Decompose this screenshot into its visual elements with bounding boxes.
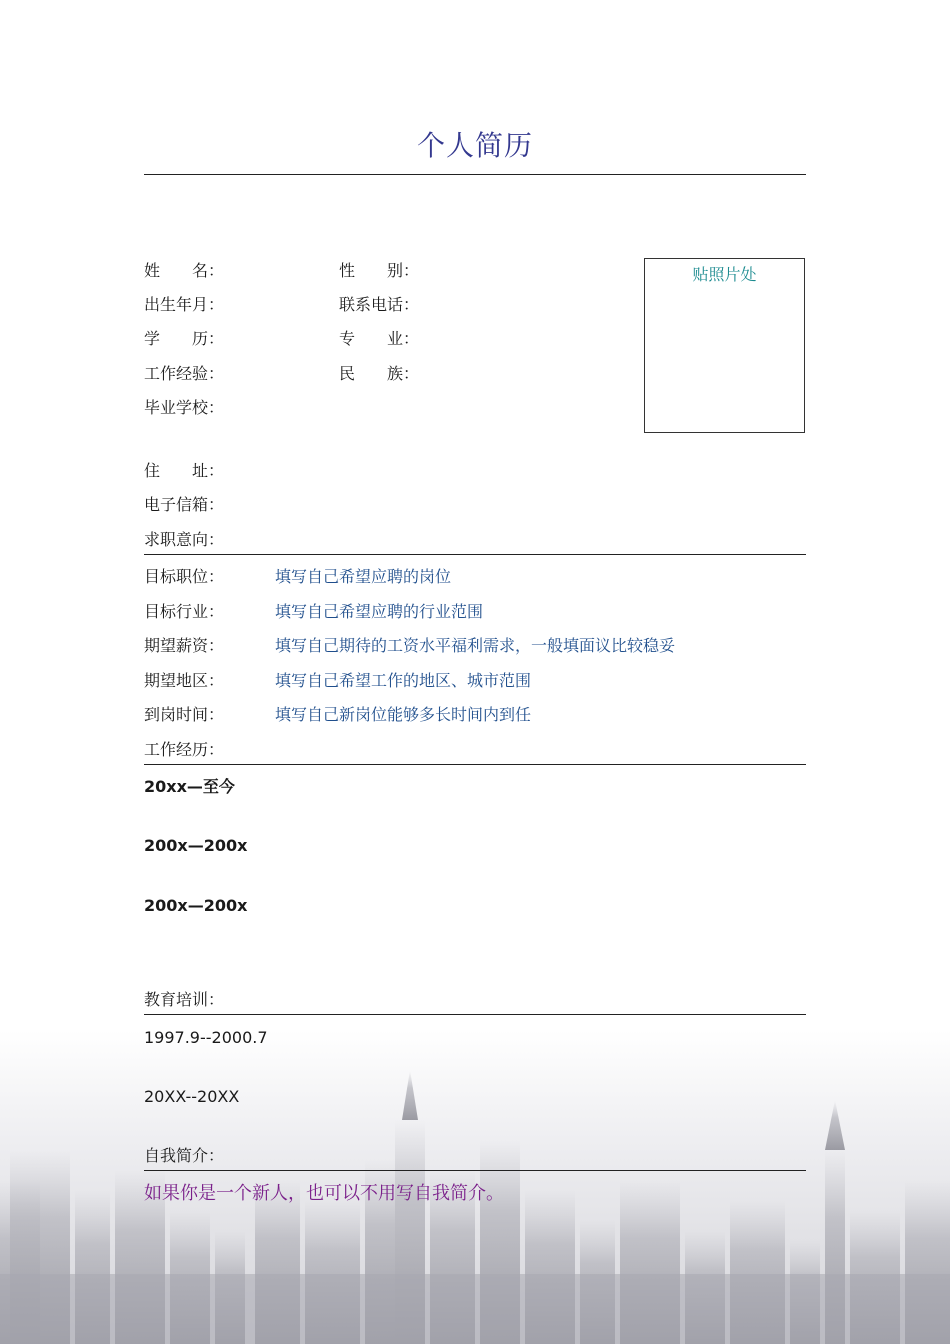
work-period: 200x—200x xyxy=(144,836,248,855)
address-label: 住 址： xyxy=(144,461,225,480)
name-label: 姓 名： xyxy=(144,261,225,280)
work-period: 200x—200x xyxy=(144,896,248,915)
education-training-divider xyxy=(144,1014,806,1015)
start-date-hint: 填写自己新岗位能够多长时间内到任 xyxy=(275,705,532,724)
photo-placeholder[interactable] xyxy=(644,258,805,433)
target-industry-label: 目标行业： xyxy=(144,602,225,621)
target-industry-hint: 填写自己希望应聘的行业范围 xyxy=(275,602,484,621)
major-label: 专 业： xyxy=(339,329,420,348)
ethnicity-label: 民 族： xyxy=(339,364,420,383)
education-training-heading: 教育培训： xyxy=(144,990,225,1009)
training-period: 20XX--20XX xyxy=(144,1087,240,1106)
email-label: 电子信箱： xyxy=(144,495,225,514)
self-intro-text: 如果你是一个新人，也可以不用写自我简介。 xyxy=(144,1183,504,1204)
title-divider xyxy=(144,174,806,175)
phone-label: 联系电话： xyxy=(339,295,420,314)
school-label: 毕业学校： xyxy=(144,398,225,417)
page-title: 个人简历 xyxy=(416,129,533,162)
expected-salary-label: 期望薪资： xyxy=(144,636,225,655)
self-intro-divider xyxy=(144,1170,806,1171)
job-intent-heading: 求职意向： xyxy=(144,530,225,549)
expected-region-hint: 填写自己希望工作的地区、城市范围 xyxy=(275,671,532,690)
training-period: 1997.9--2000.7 xyxy=(144,1028,268,1047)
self-intro-heading: 自我简介： xyxy=(144,1146,225,1165)
expected-salary-hint: 填写自己期待的工资水平福利需求，一般填面议比较稳妥 xyxy=(275,636,676,655)
work-period: 20xx—至今 xyxy=(144,777,235,796)
target-position-hint: 填写自己希望应聘的岗位 xyxy=(275,567,452,586)
work-history-divider xyxy=(144,764,806,765)
start-date-label: 到岗时间： xyxy=(144,705,225,724)
birth-label: 出生年月： xyxy=(144,295,225,314)
education-label: 学 历： xyxy=(144,329,225,348)
job-intent-divider xyxy=(144,554,806,555)
gender-label: 性 别： xyxy=(339,261,420,280)
experience-label: 工作经验： xyxy=(144,364,225,383)
target-position-label: 目标职位： xyxy=(144,567,225,586)
photo-placeholder-label: 贴照片处 xyxy=(692,265,757,284)
expected-region-label: 期望地区： xyxy=(144,671,225,690)
work-history-heading: 工作经历： xyxy=(144,740,225,759)
